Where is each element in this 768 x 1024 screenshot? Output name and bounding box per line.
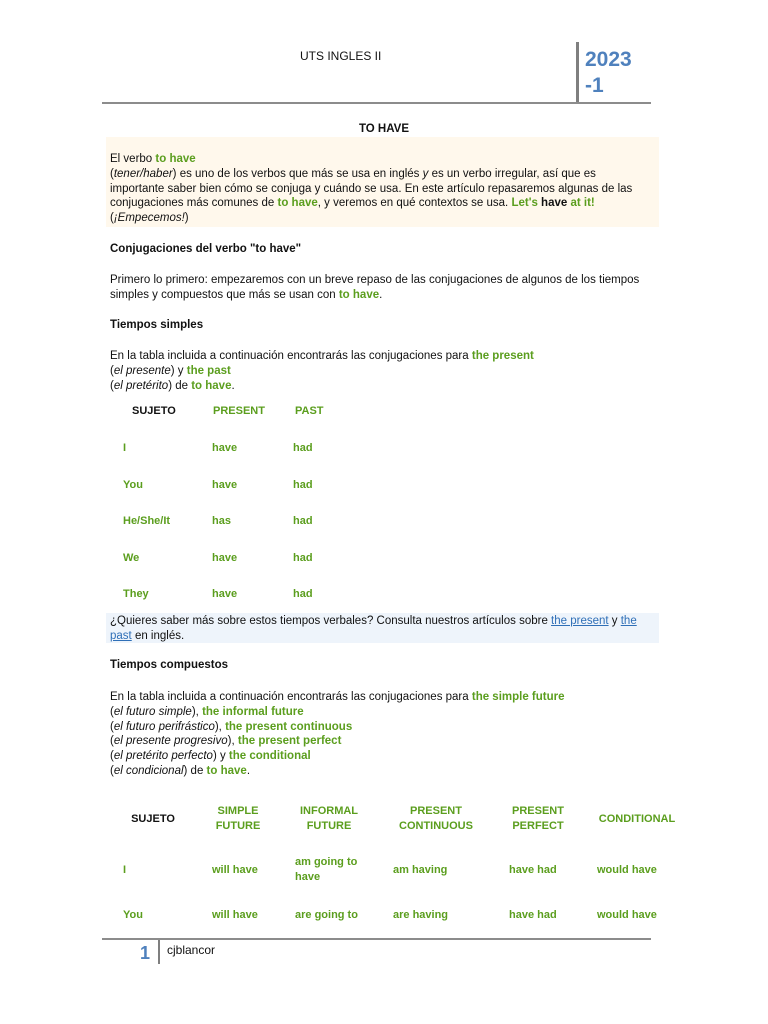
text-run: ( — [110, 750, 114, 763]
keyword: have — [537, 197, 571, 210]
text-run: importante saber bien cómo se conjuga y cuándo se usa. En este artículo repasaremos algunas de las — [110, 182, 633, 195]
table-cell: are going to — [295, 909, 358, 921]
text-run: ¿Quieres saber más sobre estos tiempos verbales? Consulta nuestros artículos sobre — [110, 615, 552, 627]
text-run: ), — [191, 705, 203, 718]
text-run: y — [608, 615, 621, 627]
table-header: SUJETO — [131, 813, 175, 825]
text-run: . — [246, 764, 251, 777]
header-year: 2023 -1 — [585, 48, 632, 97]
table-cell: They — [123, 588, 149, 600]
text-run: ( — [110, 720, 114, 733]
table-cell: You — [123, 909, 143, 921]
text-run: y — [422, 167, 429, 180]
table-cell: had — [293, 588, 313, 600]
keyword: the past — [186, 364, 231, 377]
table-header: PRESENT PERFECT — [512, 805, 564, 832]
text-run: ( — [110, 764, 114, 777]
table-cell: have had — [509, 909, 557, 921]
text-run: En la tabla incluida a continuación encontrarás las conjugaciones para — [110, 350, 472, 362]
table-cell: are having — [393, 909, 449, 921]
table-cell: had — [293, 479, 313, 491]
table-cell: had — [293, 442, 313, 454]
table-cell: had — [293, 515, 313, 527]
keyword: at it! — [570, 197, 595, 210]
paragraph-primero — [110, 273, 658, 303]
keyword: the present — [471, 350, 534, 362]
text-run: ( — [110, 364, 114, 377]
table-cell: have — [212, 479, 238, 491]
text-run: el futuro perifrástico — [113, 720, 215, 733]
text-run: ) es uno de los verbos que más se usa en inglés — [172, 167, 423, 180]
table-cell: You — [123, 479, 143, 491]
keyword: the simple future — [471, 691, 565, 703]
text-run: ( — [110, 705, 114, 718]
keyword: to have — [277, 197, 318, 210]
text-run: ) de — [183, 764, 207, 777]
table-header: CONDITIONAL — [598, 813, 676, 825]
text-run: ( — [110, 379, 114, 392]
text-run: el presente progresivo — [113, 735, 228, 748]
table-header: SUJETO — [132, 405, 176, 417]
keyword: to have — [191, 379, 232, 392]
text-run: conjugaciones más comunes de — [110, 197, 278, 210]
text-run: ( — [110, 735, 114, 748]
section-heading-tiempos-simples: Tiempos simples — [110, 319, 204, 331]
header-title: UTS INGLES II — [300, 49, 382, 63]
text-run: el futuro simple — [113, 705, 192, 718]
section-heading-conjugaciones: Conjugaciones del verbo "to have" — [110, 243, 302, 255]
table-cell: would have — [597, 909, 657, 921]
text-run: ), — [214, 720, 226, 733]
table-header: PRESENT — [213, 405, 265, 417]
footer-rule — [102, 938, 651, 940]
keyword: to have — [338, 288, 380, 301]
table-header: INFORMAL FUTURE — [299, 805, 359, 832]
text-run: ) y — [170, 364, 187, 377]
table-cell: have — [212, 442, 238, 454]
text-run: Primero lo primero: empezaremos con un breve repaso de las conjugaciones de algunos de los tiempos — [110, 274, 640, 286]
keyword: the present perfect — [237, 735, 342, 748]
table-cell: am having — [393, 864, 448, 876]
footer-divider — [158, 940, 160, 964]
text-run: . — [379, 288, 383, 301]
table-cell: will have — [212, 864, 258, 876]
text-run: en inglés. — [131, 629, 185, 642]
link-the-past-continued[interactable]: past — [110, 629, 132, 642]
table-header: SIMPLE FUTURE — [215, 805, 261, 832]
text-run: En la tabla incluida a continuación encontrarás las conjugaciones para — [110, 691, 472, 703]
table-cell: have — [212, 552, 238, 564]
table-cell: have — [212, 588, 238, 600]
section-heading-tiempos-compuestos: Tiempos compuestos — [110, 659, 229, 671]
intro-paragraph — [110, 152, 658, 226]
text-run: tener/haber — [113, 167, 173, 180]
text-run: simples y compuestos que más se usan con — [110, 288, 339, 301]
table-header: PRESENT CONTINUOUS — [399, 805, 473, 832]
text-run: ) y — [212, 750, 229, 763]
table-cell: had — [293, 552, 313, 564]
text-run: . — [231, 379, 235, 392]
text-run: ( — [110, 212, 114, 225]
text-run: el pretérito perfecto — [113, 750, 213, 763]
text-run: , y veremos en qué contextos se usa. — [317, 197, 512, 210]
header-rule — [102, 102, 651, 104]
keyword: to have — [206, 764, 247, 777]
keyword: Let's — [511, 197, 538, 210]
text-run: el pretérito — [113, 379, 169, 392]
link-the-present[interactable]: the present — [551, 615, 609, 627]
table-cell: am going to have — [295, 856, 358, 883]
table-header: PAST — [295, 405, 324, 417]
table-cell: I — [123, 864, 127, 876]
table-cell: have had — [509, 864, 557, 876]
text-run: ), — [227, 735, 238, 748]
footer-author: cjblancor — [167, 943, 216, 957]
text-run: el presente — [113, 364, 171, 377]
header-divider — [576, 42, 579, 104]
page-number: 1 — [140, 943, 151, 963]
table-cell: has — [212, 515, 231, 527]
table-cell: would have — [597, 864, 657, 876]
link-the-past[interactable]: the — [620, 615, 637, 627]
text-run: el condicional — [113, 764, 184, 777]
text-run: ¡Empecemos! — [113, 212, 185, 225]
text-run: ) — [184, 212, 189, 225]
keyword: to have — [155, 153, 196, 165]
table-cell: We — [123, 552, 140, 564]
keyword: the conditional — [228, 750, 311, 763]
text-run: ( — [110, 167, 114, 180]
paragraph-tiempos-simples — [110, 349, 658, 393]
keyword: the informal future — [202, 705, 304, 718]
table-cell: I — [123, 442, 127, 454]
text-run: El verbo — [110, 153, 156, 165]
paragraph-tiempos-compuestos — [110, 690, 658, 779]
text-run: ) de — [168, 379, 192, 392]
table-cell: will have — [212, 909, 258, 921]
keyword: the present continuous — [225, 720, 353, 733]
paragraph-more-info — [110, 614, 658, 644]
document-title: TO HAVE — [358, 123, 410, 135]
text-run: es un verbo irregular, así que es — [428, 167, 596, 180]
table-cell: He/She/It — [123, 515, 171, 527]
